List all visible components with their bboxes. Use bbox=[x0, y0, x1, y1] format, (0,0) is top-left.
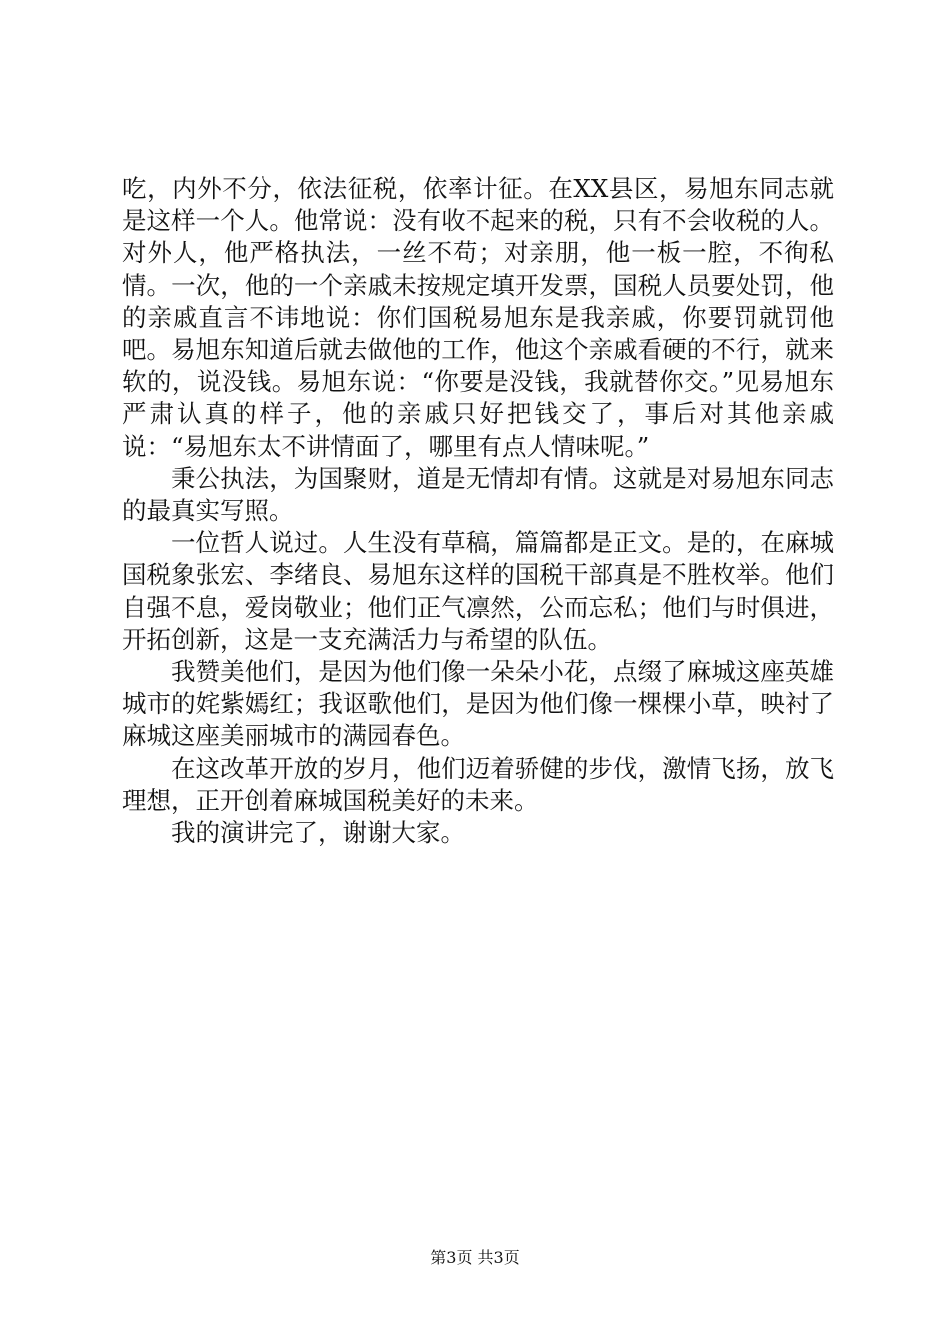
paragraph-6: 我的演讲完了，谢谢大家。 bbox=[171, 818, 465, 848]
paragraph-3: 一位哲人说过。人生没有草稿，篇篇都是正文。是的，在麻城国税象张宏、李绪良、易旭东这样的国税干部真是不胜枚举。他们自强不息，爱岗敬业；他们正气凛然，公而忘私；他们与时俱进，开拓创新，这是一支充满活力与希望的队伍。 bbox=[122, 528, 834, 654]
document-body bbox=[122, 173, 834, 849]
paragraph-1: 吃，内外不分，依法征税，依率计征。在XX县区，易旭东同志就是这样一个人。他常说：没有收不起来的税，只有不会收税的人。对外人，他严格执法，一丝不苟；对亲朋，他一板一腔，不徇私情。一次，他的一个亲戚未按规定填开发票，国税人员要处罚，他的亲戚直言不讳地说：你们国税易旭东是我亲戚，你要罚就罚他吧。易旭东知道后就去做他的工作，他这个亲戚看硬的不行，就来软的，说没钱。易旭东说：“你要是没钱，我就替你交。”见易旭东严肃认真的样子，他的亲戚只好把钱交了，事后对其他亲戚说：“易旭东太不讲情面了，哪里有点人情味呢。” bbox=[122, 174, 834, 461]
paragraph-4: 我赞美他们，是因为他们像一朵朵小花，点缀了麻城这座英雄城市的姹紫嫣红；我讴歌他们，是因为他们像一棵棵小草，映衬了麻城这座美丽城市的满园春色。 bbox=[122, 657, 834, 751]
paragraph-5: 在这改革开放的岁月，他们迈着骄健的步伐，激情飞扬，放飞理想，正开创着麻城国税美好的未来。 bbox=[122, 753, 834, 815]
page-footer: 第3页 共3页 bbox=[430, 1248, 520, 1267]
paragraph-2: 秉公执法，为国聚财，道是无情却有情。这就是对易旭东同志的最真实写照。 bbox=[122, 463, 834, 526]
